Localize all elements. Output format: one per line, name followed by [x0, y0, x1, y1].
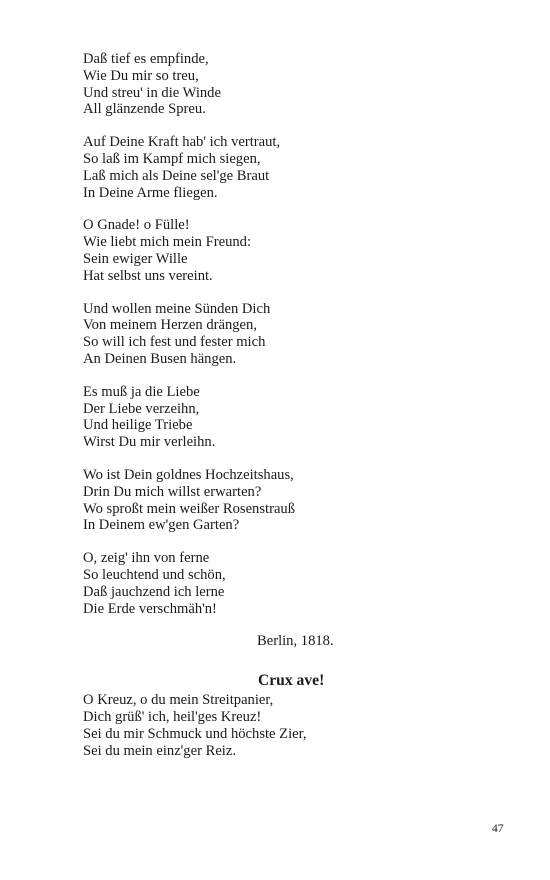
verse-line: Sei du mein einz'ger Reiz. [83, 742, 236, 759]
stanza [83, 134, 503, 201]
stanza [83, 384, 503, 451]
verse-line: All glänzende Spreu. [83, 101, 206, 118]
verse-line: Die Erde verschmäh'n! [83, 600, 217, 617]
verse-line: In Deinem ew'gen Garten? [83, 517, 240, 534]
verse-line: Wie Du mir so treu, [83, 67, 199, 84]
stanza [83, 301, 503, 368]
verse-line: Wie liebt mich mein Freund: [83, 234, 252, 251]
verse-line: Daß tief es empfinde, [83, 51, 209, 67]
verse-line: Wo ist Dein goldnes Hochzeitshaus, [83, 466, 294, 483]
stanza [83, 550, 503, 617]
verse-line: Sei du mir Schmuck und höchste Zier, [83, 725, 307, 742]
verse-line: So leuchtend und schön, [83, 566, 226, 583]
poem-title: Crux ave! [258, 672, 325, 690]
page-body [83, 51, 503, 775]
stanza [83, 51, 503, 118]
verse-line: Dich grüß' ich, heil'ges Kreuz! [83, 708, 262, 725]
verse-line: So will ich fest und fester mich [83, 334, 266, 351]
verse-line: O, zeig' ihn von ferne [83, 550, 210, 567]
verse-line: Von meinem Herzen drängen, [83, 317, 257, 334]
verse-line: O Gnade! o Fülle! [83, 217, 190, 234]
verse-line: An Deinen Busen hängen. [83, 350, 237, 367]
verse-line: So laß im Kampf mich siegen, [83, 150, 261, 167]
dateline: Berlin, 1818. [257, 633, 334, 650]
verse-line: Und heilige Triebe [83, 417, 193, 434]
verse-line: Und streu' in die Winde [83, 84, 221, 101]
stanza [83, 692, 503, 759]
verse-line: Auf Deine Kraft hab' ich vertraut, [83, 134, 281, 151]
verse-line: Drin Du mich willst erwarten? [83, 483, 262, 500]
verse-line: O Kreuz, o du mein Streitpanier, [83, 692, 274, 709]
verse-line: Hat selbst uns vereint. [83, 267, 213, 284]
verse-line: Und wollen meine Sünden Dich [83, 300, 271, 317]
page-number: 47 [492, 823, 504, 835]
verse-line: In Deine Arme fliegen. [83, 184, 218, 201]
stanza [83, 467, 503, 534]
verse-line: Daß jauchzend ich lerne [83, 583, 225, 600]
verse-line: Laß mich als Deine sel'ge Braut [83, 167, 270, 184]
verse-line: Wo sproßt mein weißer Rosenstrauß [83, 500, 296, 517]
stanza [83, 217, 503, 284]
verse-line: Es muß ja die Liebe [83, 383, 200, 400]
verse-line: Der Liebe verzeihn, [83, 400, 200, 417]
verse-line: Sein ewiger Wille [83, 250, 188, 267]
verse-line: Wirst Du mir verleihn. [83, 434, 216, 451]
